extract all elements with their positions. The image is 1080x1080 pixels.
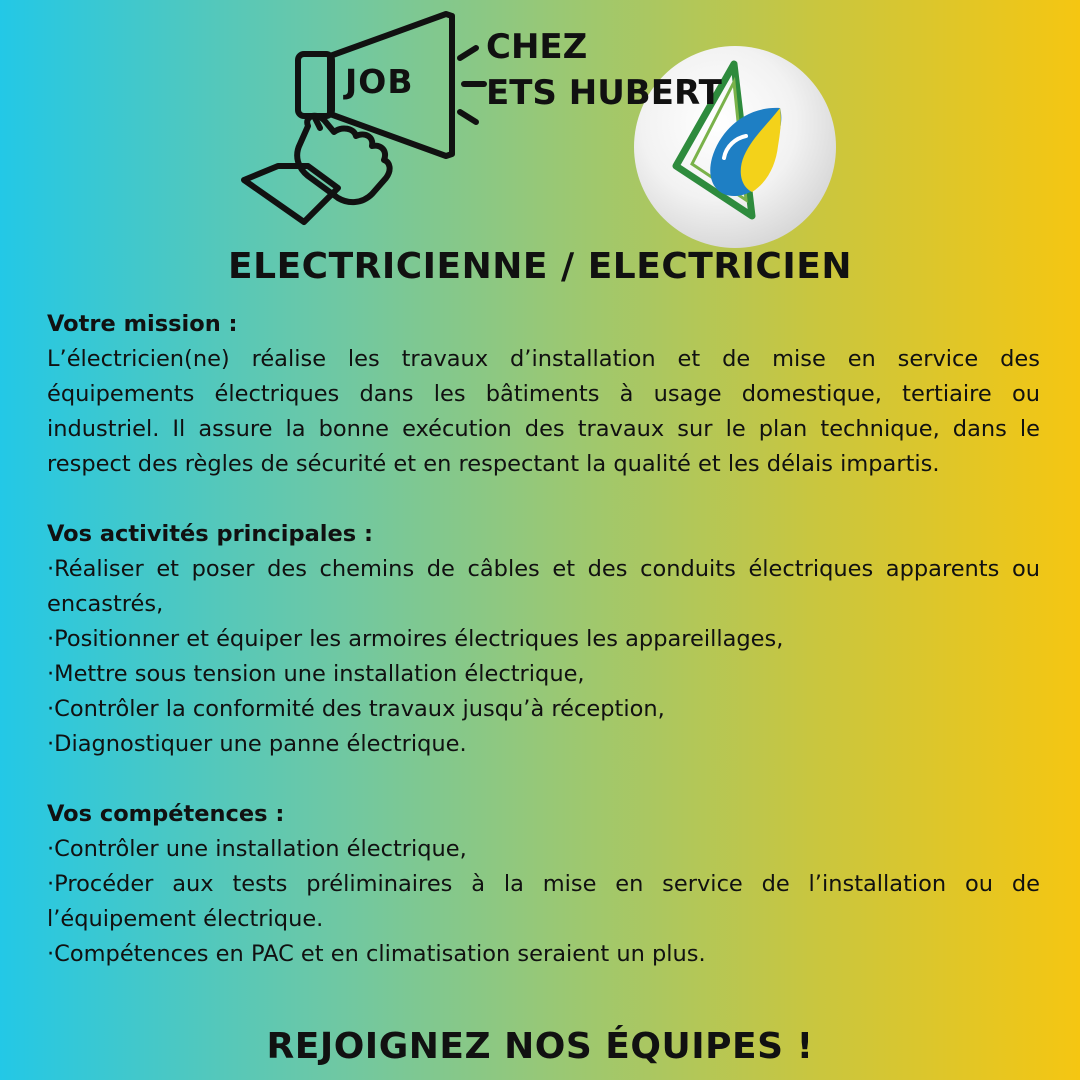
call-to-action: REJOIGNEZ NOS ÉQUIPES ! xyxy=(266,1026,814,1067)
activity-item: ·Diagnostiquer une panne électrique. xyxy=(47,731,467,757)
skill-item: ·Procéder aux tests préliminaires à la mise en service de l’installation ou de l’équipement électrique. xyxy=(47,871,1040,932)
company-line-2: ETS HUBERT xyxy=(486,73,722,113)
mission-heading: Votre mission : xyxy=(47,311,238,337)
job-title: ELECTRICIENNE / ELECTRICIEN xyxy=(228,246,852,287)
skill-item: ·Contrôler une installation électrique, xyxy=(47,836,467,862)
activity-item: ·Contrôler la conformité des travaux jusqu’à réception, xyxy=(47,696,665,722)
job-label: JOB xyxy=(345,62,414,101)
activity-item: ·Positionner et équiper les armoires électriques les appareillages, xyxy=(47,626,784,652)
megaphone-hand-icon xyxy=(238,8,488,233)
activities-heading: Vos activités principales : xyxy=(47,521,373,547)
mission-text: L’électricien(ne) réalise les travaux d’installation et de mise en service des équipements électriques dans les bâtiments à usage domestique, tertiaire ou industriel. Il assure la bonne exécution des travaux sur le plan technique, dans le respect des règles de sécurité et en respectant la qualité et les délais impartis. xyxy=(47,346,1040,477)
company-line-1: CHEZ xyxy=(486,27,588,67)
activity-item: ·Réaliser et poser des chemins de câbles et des conduits électriques apparents ou encastrés, xyxy=(47,556,1040,617)
skill-item: ·Compétences en PAC et en climatisation seraient un plus. xyxy=(47,941,706,967)
skills-heading: Vos compétences : xyxy=(47,801,285,827)
job-description xyxy=(47,307,1040,972)
activity-item: ·Mettre sous tension une installation électrique, xyxy=(47,661,585,687)
